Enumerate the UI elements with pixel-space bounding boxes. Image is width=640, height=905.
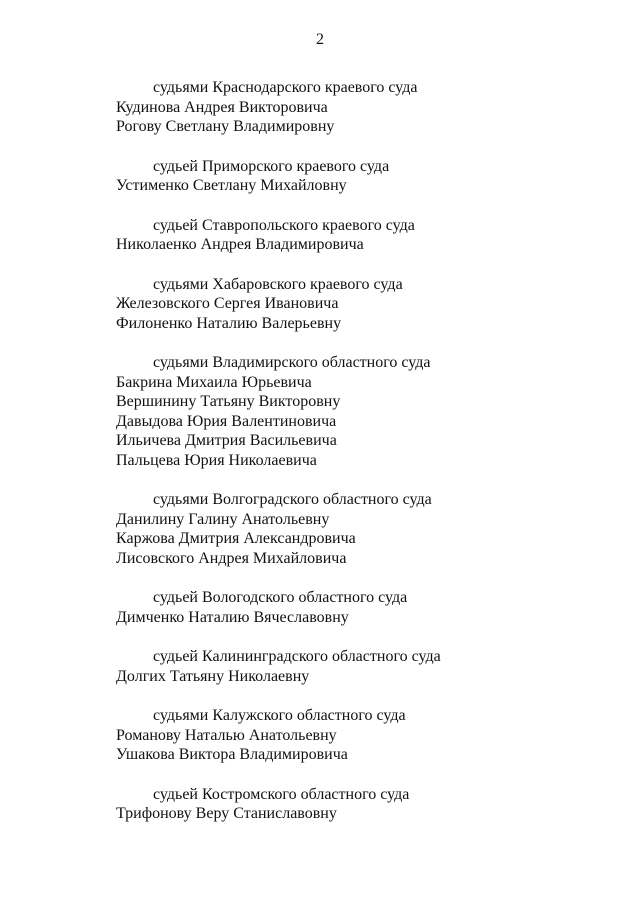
judge-name: Пальцева Юрия Николаевича [116, 451, 317, 469]
judge-name: Димченко Наталию Вячеславовну [116, 608, 349, 626]
court-heading: судьями Краснодарского краевого суда [153, 79, 418, 96]
court-heading: судьей Вологодского областного суда [153, 589, 408, 606]
judge-name: Рогову Светлану Владимировну [116, 118, 335, 135]
court-heading: судьей Ставропольского краевого суда [153, 216, 415, 234]
document-body [116, 78, 616, 844]
court-section [116, 353, 616, 470]
judge-name: Трифонову Веру Станиславовну [116, 805, 337, 822]
judge-name: Кудинова Андрея Викторовича [116, 98, 328, 116]
court-section [116, 78, 616, 137]
court-section [116, 588, 616, 627]
court-section [116, 275, 616, 334]
judge-name: Бакрина Михаила Юрьевича [116, 373, 312, 391]
judge-name: Устименко Светлану Михайловну [116, 177, 347, 194]
court-heading: судьей Калининградского областного суда [153, 648, 441, 665]
court-heading: судьями Волгоградского областного суда [153, 491, 432, 508]
court-heading: судьями Калужского областного суда [153, 707, 406, 724]
judge-name: Романову Наталью Анатольевну [116, 726, 337, 744]
court-heading: судьями Хабаровского краевого суда [153, 275, 403, 293]
judge-name: Железовского Сергея Ивановича [116, 295, 339, 312]
court-heading: судьей Костромского областного суда [153, 785, 410, 803]
judge-name: Вершинину Татьяну Викторовну [116, 393, 341, 410]
court-section [116, 706, 616, 765]
judge-name: Данилину Галину Анатольевну [116, 510, 330, 528]
court-section [116, 490, 616, 568]
judge-name: Ушакова Виктора Владимировича [116, 746, 348, 763]
judge-name: Лисовского Андрея Михайловича [116, 549, 347, 567]
court-section [116, 785, 616, 824]
judge-name: Филоненко Наталию Валерьевну [116, 314, 342, 332]
judge-name: Николаенко Андрея Владимировича [116, 236, 364, 253]
judge-name: Каржова Дмитрия Александровича [116, 530, 356, 547]
court-heading: судьей Приморского краевого суда [153, 157, 390, 175]
judge-name: Долгих Татьяну Николаевну [116, 667, 310, 685]
court-section [116, 216, 616, 255]
judge-name: Давыдова Юрия Валентиновича [116, 412, 337, 430]
court-heading: судьями Владимирского областного суда [153, 354, 431, 371]
court-section [116, 157, 616, 196]
judge-name: Ильичева Дмитрия Васильевича [116, 432, 337, 449]
court-section [116, 647, 616, 686]
page-number: 2 [316, 31, 324, 48]
